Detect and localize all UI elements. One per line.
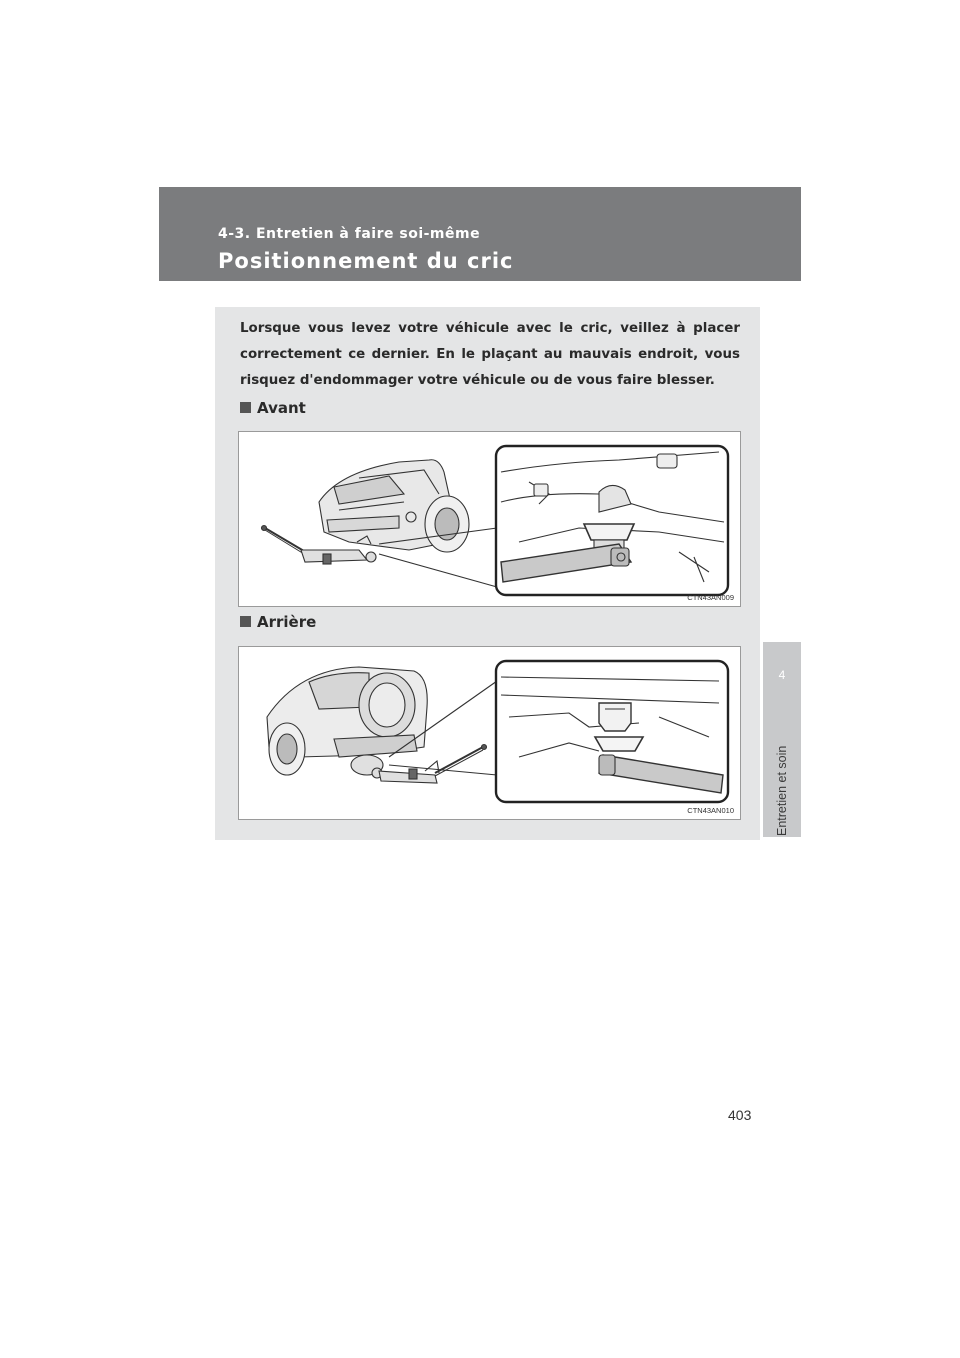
subheading-rear — [240, 613, 316, 631]
figure-code-rear: CTN43AN010 — [687, 806, 734, 815]
intro-paragraph: Lorsque vous levez votre véhicule avec le cric, veillez à placer correctement ce dernier. En le plaçant au mauvais endroit, vous risquez d'endommager votre véhicule ou de vous faire blesser. — [240, 321, 740, 388]
page-number: 403 — [728, 1107, 752, 1123]
figure-code-front: CTN43AN009 — [687, 593, 734, 602]
subheading-rear-label: Arrière — [257, 613, 317, 631]
chapter-tab-label: Entretien et soin — [775, 745, 789, 836]
page-title: Positionnement du cric — [218, 249, 514, 273]
front-jack-illustration — [239, 432, 742, 608]
subheading-front — [240, 399, 306, 417]
chapter-tab-number: 4 — [778, 668, 786, 682]
square-bullet-icon — [240, 616, 251, 627]
subheading-front-label: Avant — [257, 399, 306, 417]
section-label: 4-3. Entretien à faire soi-même — [218, 226, 481, 242]
square-bullet-icon — [240, 402, 251, 413]
figure-rear-jack-point — [238, 646, 741, 820]
chapter-tab[interactable] — [763, 642, 801, 837]
rear-jack-illustration — [239, 647, 742, 821]
figure-front-jack-point — [238, 431, 741, 607]
